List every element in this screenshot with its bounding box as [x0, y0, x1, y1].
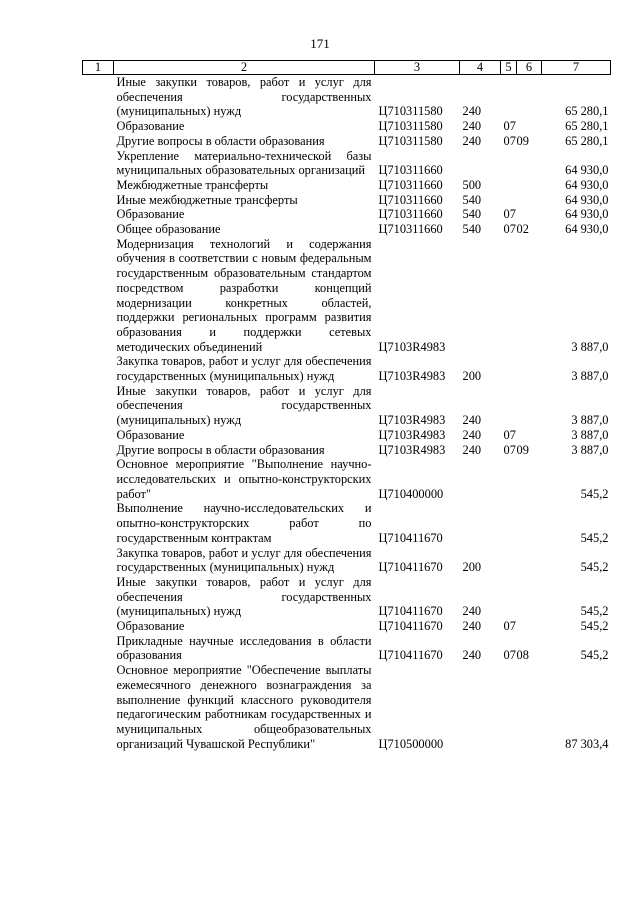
- cell-vr: [460, 663, 501, 751]
- table-row: [83, 193, 611, 208]
- cell-name: Общее образование: [116, 222, 221, 237]
- cell-pr: [517, 119, 542, 134]
- cell-pr: 09: [516, 442, 529, 457]
- cell-rz: [501, 546, 517, 575]
- cell-vr: 240: [462, 133, 482, 148]
- cell-rz: 07: [503, 133, 516, 148]
- cell-vr: 240: [462, 413, 482, 428]
- cell-pr: [517, 663, 542, 751]
- cell-empty: [83, 619, 114, 634]
- cell-empty: [83, 237, 114, 355]
- cell-rz: 07: [503, 222, 516, 237]
- cell-empty: [83, 354, 114, 383]
- cell-vr: 540: [462, 222, 482, 237]
- budget-table: [82, 60, 611, 751]
- cell-pr: [517, 237, 542, 355]
- cell-empty: [83, 193, 114, 208]
- cell-rz: [501, 575, 517, 619]
- cell-pr: [517, 501, 542, 545]
- cell-pr: [517, 575, 542, 619]
- table-row: [83, 75, 611, 120]
- cell-empty: [83, 178, 114, 193]
- cell-code: Ц710311580: [378, 133, 443, 148]
- cell-rz: [501, 75, 517, 120]
- cell-pr: [517, 178, 542, 193]
- cell-vr: 240: [462, 604, 482, 619]
- cell-code: Ц710500000: [378, 736, 444, 751]
- cell-pr: [517, 428, 542, 443]
- cell-name: Закупка товаров, работ и услуг для обеспечения государственных (муниципальных) нужд: [116, 354, 372, 384]
- cell-vr: 200: [462, 560, 482, 575]
- cell-rz: [501, 237, 517, 355]
- cell-name: Иные закупки товаров, работ и услуг для обеспечения государственных (муниципальных) нужд: [116, 383, 372, 428]
- cell-rz: 07: [503, 442, 516, 457]
- cell-code: Ц710311580: [378, 119, 443, 134]
- table-row: [83, 119, 611, 134]
- table-header-row: [83, 61, 611, 75]
- cell-sum: 65 280,1: [565, 104, 609, 119]
- cell-code: Ц7103R4983: [378, 369, 446, 384]
- cell-vr: [460, 237, 501, 355]
- cell-empty: [83, 501, 114, 545]
- cell-sum: 545,2: [580, 486, 609, 501]
- cell-empty: [83, 207, 114, 222]
- header-cell: 4: [460, 61, 501, 75]
- header-cell: 2: [114, 61, 375, 75]
- cell-code: Ц710311660: [378, 163, 443, 178]
- cell-vr: [460, 149, 501, 178]
- table-row: [83, 134, 611, 149]
- cell-sum: 3 887,0: [571, 427, 609, 442]
- cell-name: Модернизация технологий и содержания обучения в соответствии с новым федеральным государственным образовательным стандартом посредством разработки концепций модернизации конкретных областей, поддержки региональных программ развития образования и поддержки сетевых методических объединений: [116, 236, 372, 354]
- cell-name: Основное мероприятие "Обеспечение выплаты ежемесячного денежного вознаграждения за выполнение функций классного руководителя педагогическим работникам государственных и муниципальных общеобразовательных организаций Чувашской Республики": [116, 663, 372, 751]
- table-row: [83, 207, 611, 222]
- cell-code: Ц710411670: [378, 604, 443, 619]
- cell-vr: [460, 501, 501, 545]
- cell-code: Ц7103R4983: [378, 413, 446, 428]
- cell-vr: [460, 457, 501, 501]
- table-row: [83, 428, 611, 443]
- cell-vr: 240: [462, 427, 482, 442]
- cell-name: Иные закупки товаров, работ и услуг для обеспечения государственных (муниципальных) нужд: [116, 75, 372, 119]
- cell-pr: [517, 384, 542, 428]
- cell-pr: [517, 619, 542, 634]
- table-row: [83, 222, 611, 237]
- cell-empty: [83, 575, 114, 619]
- cell-name: Другие вопросы в области образования: [116, 133, 325, 148]
- cell-empty: [83, 149, 114, 178]
- cell-rz: 07: [503, 648, 516, 663]
- cell-sum: 3 887,0: [571, 442, 609, 457]
- cell-rz: 07: [503, 619, 516, 634]
- cell-empty: [83, 75, 114, 120]
- table-row: [83, 634, 611, 663]
- cell-name: Выполнение научно-исследовательских и опытно-конструкторских работ по государственным контрактам: [116, 501, 372, 545]
- cell-empty: [83, 457, 114, 501]
- cell-empty: [83, 663, 114, 751]
- cell-sum: 3 887,0: [571, 413, 609, 428]
- cell-name: Укрепление материально-технической базы муниципальных образовательных организаций: [116, 148, 372, 178]
- cell-name: Образование: [116, 619, 185, 634]
- cell-code: Ц710311660: [378, 222, 443, 237]
- cell-name: Основное мероприятие "Выполнение научно-исследовательских и опытно-конструкторских работ": [116, 457, 372, 501]
- cell-sum: 3 887,0: [571, 369, 609, 384]
- cell-pr: 09: [516, 133, 529, 148]
- cell-name: Образование: [116, 207, 185, 222]
- cell-rz: [501, 149, 517, 178]
- table-row: [83, 575, 611, 619]
- cell-empty: [83, 443, 114, 458]
- cell-empty: [83, 428, 114, 443]
- cell-code: Ц7103R4983: [378, 339, 446, 354]
- cell-empty: [83, 546, 114, 575]
- cell-sum: 64 930,0: [565, 192, 609, 207]
- cell-code: Ц710311660: [378, 177, 443, 192]
- cell-rz: [501, 354, 517, 383]
- cell-rz: [501, 457, 517, 501]
- table-row: [83, 663, 611, 751]
- header-cell: 6: [517, 61, 542, 75]
- cell-sum: 65 280,1: [565, 133, 609, 148]
- cell-code: Ц710411670: [378, 648, 443, 663]
- cell-pr: [517, 546, 542, 575]
- cell-pr: [517, 149, 542, 178]
- cell-rz: [501, 663, 517, 751]
- cell-empty: [83, 119, 114, 134]
- cell-code: Ц7103R4983: [378, 442, 446, 457]
- cell-pr: [517, 457, 542, 501]
- cell-name: Закупка товаров, работ и услуг для обеспечения государственных (муниципальных) нужд: [116, 545, 372, 575]
- cell-vr: 200: [462, 369, 482, 384]
- header-cell: 5: [501, 61, 517, 75]
- table-row: [83, 443, 611, 458]
- cell-pr: [517, 207, 542, 222]
- cell-pr: [517, 354, 542, 383]
- cell-rz: [501, 193, 517, 208]
- cell-pr: [517, 75, 542, 120]
- cell-empty: [83, 222, 114, 237]
- cell-sum: 64 930,0: [565, 207, 609, 222]
- cell-code: Ц710311660: [378, 192, 443, 207]
- cell-code: Ц710400000: [378, 486, 444, 501]
- table-row: [83, 178, 611, 193]
- cell-sum: 545,2: [580, 530, 609, 545]
- header-cell: 3: [375, 61, 460, 75]
- cell-vr: 540: [462, 207, 482, 222]
- table-row: [83, 354, 611, 383]
- cell-vr: 240: [462, 442, 482, 457]
- cell-name: Образование: [116, 119, 185, 134]
- header-cell: 1: [83, 61, 114, 75]
- cell-rz: [501, 178, 517, 193]
- cell-sum: 87 303,4: [565, 736, 609, 751]
- cell-vr: 240: [462, 104, 482, 119]
- cell-vr: 540: [462, 192, 482, 207]
- table-row: [83, 457, 611, 501]
- table-row: [83, 237, 611, 355]
- cell-vr: 240: [462, 648, 482, 663]
- cell-name: Иные межбюджетные трансферты: [116, 192, 298, 207]
- header-cell: 7: [542, 61, 611, 75]
- table-row: [83, 384, 611, 428]
- cell-empty: [83, 634, 114, 663]
- cell-empty: [83, 134, 114, 149]
- cell-name: Прикладные научные исследования в области образования: [116, 633, 372, 663]
- cell-sum: 545,2: [580, 619, 609, 634]
- cell-vr: 500: [462, 177, 482, 192]
- cell-name: Другие вопросы в области образования: [116, 442, 325, 457]
- cell-code: Ц710311660: [378, 207, 443, 222]
- cell-sum: 64 930,0: [565, 222, 609, 237]
- cell-name: Межбюджетные трансферты: [116, 177, 269, 192]
- cell-code: Ц710311580: [378, 104, 443, 119]
- table-row: [83, 149, 611, 178]
- cell-pr: [517, 193, 542, 208]
- cell-rz: 07: [503, 119, 516, 134]
- cell-code: Ц7103R4983: [378, 427, 446, 442]
- table-row: [83, 546, 611, 575]
- cell-rz: 07: [503, 207, 516, 222]
- cell-code: Ц710411670: [378, 560, 443, 575]
- table-row: [83, 501, 611, 545]
- cell-sum: 64 930,0: [565, 163, 609, 178]
- cell-rz: [501, 384, 517, 428]
- cell-rz: [501, 501, 517, 545]
- cell-sum: 3 887,0: [571, 339, 609, 354]
- cell-pr: 08: [516, 648, 529, 663]
- cell-name: Иные закупки товаров, работ и услуг для обеспечения государственных (муниципальных) нужд: [116, 574, 372, 619]
- cell-sum: 64 930,0: [565, 177, 609, 192]
- cell-name: Образование: [116, 427, 185, 442]
- cell-pr: 02: [516, 222, 529, 237]
- table-row: [83, 619, 611, 634]
- cell-sum: 545,2: [580, 604, 609, 619]
- cell-vr: 240: [462, 619, 482, 634]
- cell-code: Ц710411670: [378, 530, 443, 545]
- cell-sum: 545,2: [580, 560, 609, 575]
- cell-rz: 07: [503, 427, 516, 442]
- cell-code: Ц710411670: [378, 619, 443, 634]
- cell-empty: [83, 384, 114, 428]
- page-number: 171: [310, 36, 330, 51]
- cell-vr: 240: [462, 119, 482, 134]
- cell-sum: 65 280,1: [565, 119, 609, 134]
- cell-sum: 545,2: [580, 648, 609, 663]
